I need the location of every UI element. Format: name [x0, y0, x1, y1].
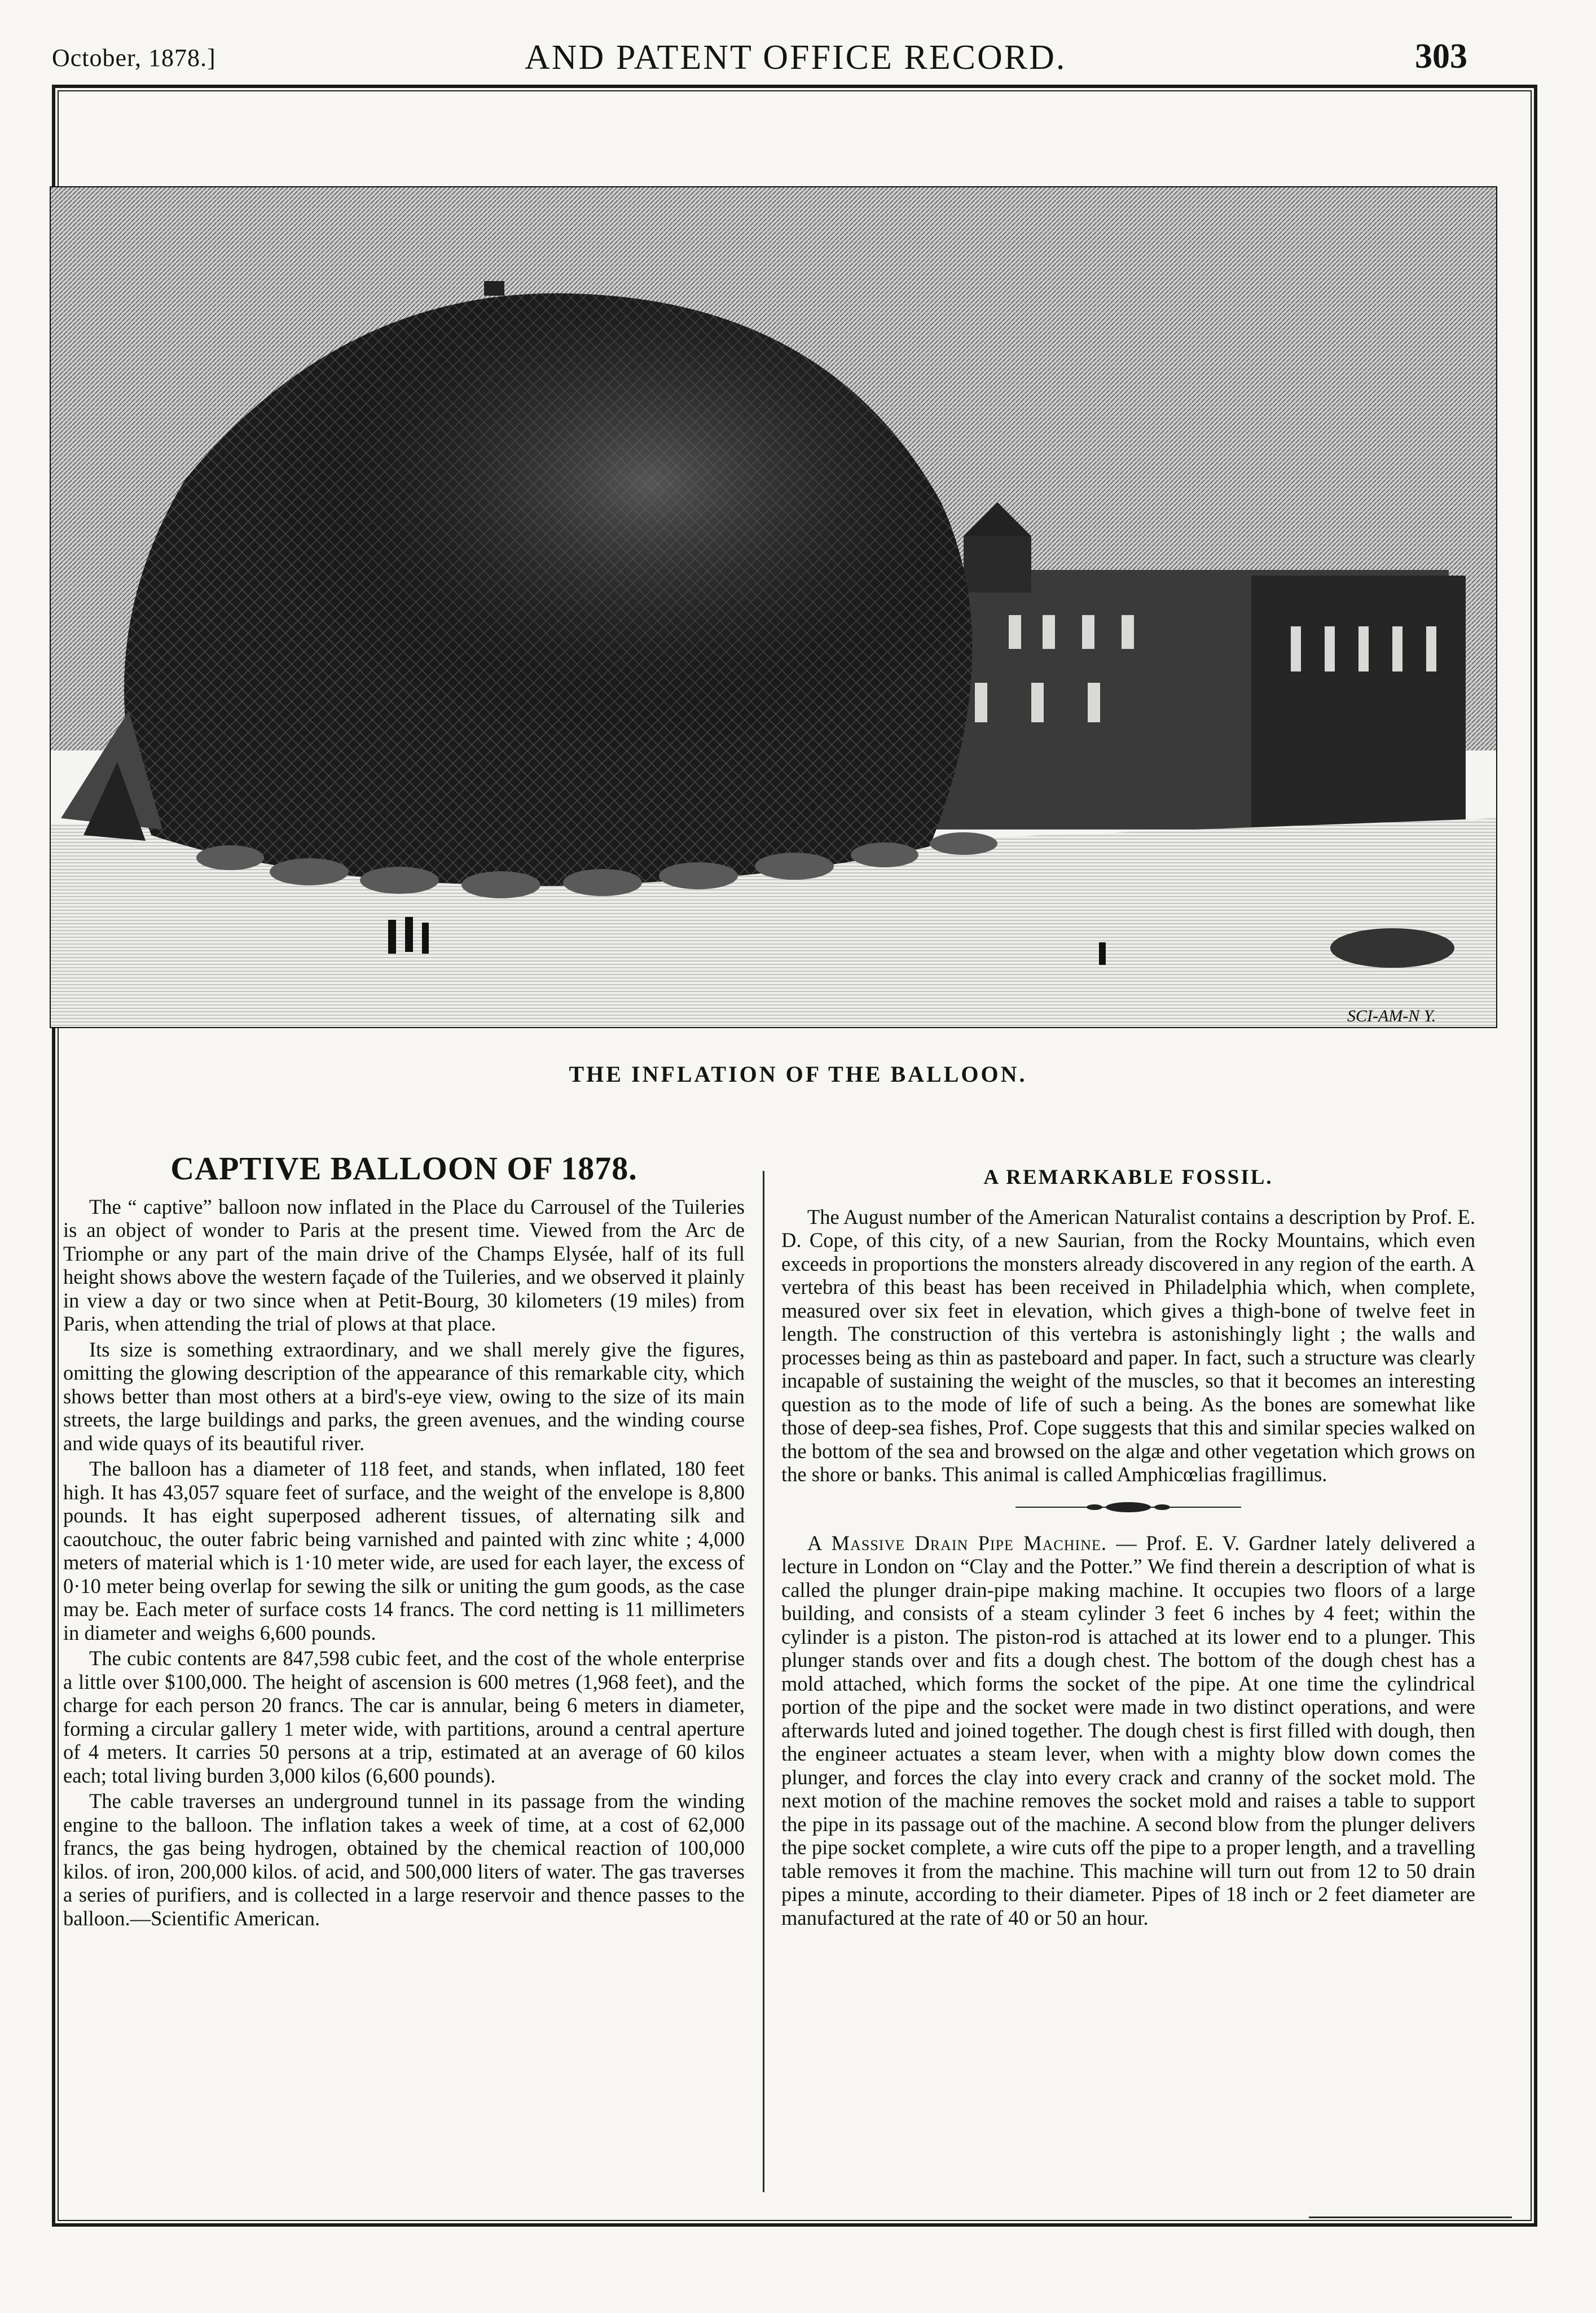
- captive-balloon-article: [63, 1150, 745, 1932]
- paragraph: The cable traverses an underground tunnel in its passage from the winding engine to the balloon. The inflation takes a week of time, at a cost of 62,000 francs, the gas being hydrogen, obtained by the chemical reaction of 100,000 kilos. of iron, 200,000 kilos. of acid, and 500,000 liters of water. The gas traverses a series of purifiers, and is collected in a large reservoir and thence passes to the balloon.—Scientific American.: [63, 1789, 745, 1930]
- paragraph: The August number of the American Naturalist contains a description by Prof. E. D. Cope, of this city, of a new Saurian, from the Rocky Mountains, which even exceeds in proportions the monsters already discovered in any region of the earth. A vertebra of this beast has been received in Philadelphia which, when complete, measured over six feet in elevation, which gives a thigh-bone of twelve feet in length. The construction of this vertebra is astonishingly light ; the walls and processes being as thin as pasteboard and paper. In fact, such a structure was clearly incapable of sustaining the weight of the muscles, so that it becomes an interesting question as to the mode of life of such a being. As the bones are somewhat like those of deep-sea fishes, Prof. Cope suggests that this and similar species walked on the bottom of the sea and browsed on the algæ and other vegetation which grows on the shore or banks. This animal is called Amphicœlias fragillimus.: [781, 1205, 1475, 1486]
- ornamental-separator: [1015, 1500, 1241, 1515]
- paragraph: The balloon has a diameter of 118 feet, and stands, when inflated, 180 feet high. It has 43,057 square feet of surface, and the weight of the envelope is 8,800 pounds. It has eight superposed adherent tissues, of alternating silk and caoutchouc, the outer fabric being varnished and painted with zinc white ; 4,000 meters of material which is 1·10 meter wide, are used for each layer, the excess of 0·10 meter being overlap for sewing the silk or uniting the gum goods, as the case may be. Each meter of surface costs 14 francs. The cord netting is 11 millimeters in diameter and weighs 6,600 pounds.: [63, 1457, 745, 1644]
- engraver-signature: SCI-AM-N Y.: [1347, 1007, 1436, 1025]
- column-rule: [763, 1171, 764, 2192]
- right-column: [781, 1157, 1475, 1932]
- paragraph: The “ captive” balloon now inflated in the Place du Carrousel of the Tuileries is an object of wonder to Paris at the present time. Viewed from the Arc de Triomphe or any part of the main drive of the Champs Elysée, half of its full height shows above the western façade of the Tuileries, and we observed it plainly in view a day or two since when at Petit-Bourg, 30 kilometers (19 miles) from Paris, when attending the trial of plows at that place.: [63, 1195, 745, 1335]
- paragraph: The cubic contents are 847,598 cubic feet, and the cost of the whole enterprise a little over $100,000. The height of ascension is 600 metres (1,968 feet), and the charge for each person 20 francs. The car is annular, being 6 meters in diameter, forming a circular gallery 1 meter wide, with partitions, around a central aperture of 4 meters. It carries 50 persons at a trip, estimated at an average of 60 kilos each; total living burden 3,000 kilos (6,600 pounds).: [63, 1647, 745, 1787]
- paragraph: Its size is something extraordinary, and we shall merely give the figures, omitting the glowing description of the appearance of this remarkable city, which shows better than most others at a bird's-eye view, owing to the size of its main streets, the large buildings and parks, the green avenues, and the winding course and wide quays of its beautiful river.: [63, 1337, 745, 1455]
- issue-date: October, 1878.]: [52, 44, 216, 72]
- drain-pipe-lead: A Massive Drain Pipe Machine.: [807, 1531, 1107, 1555]
- closing-rule: [1309, 2217, 1512, 2218]
- page-header: [0, 31, 1596, 82]
- fossil-heading: A REMARKABLE FOSSIL.: [983, 1166, 1273, 1189]
- balloon-engraving: [50, 186, 1497, 1028]
- running-title: AND PATENT OFFICE RECORD.: [525, 38, 1067, 77]
- drain-pipe-text: — Prof. E. V. Gardner lately delivered a lecture in London on “Clay and the Potter.” We find therein a description of what is called the plunger drain-pipe making machine. It occupies two floors of a large building, and consists of a steam cylinder 3 feet 6 inches by 4 feet; within the cylinder is a piston. The piston-rod is attached at its lower end to a plunger. This plunger stands over and fits a dough chest. The bottom of the dough chest has a mold attached, which forms the socket of the pipe. At one time the cylindrical portion of the pipe and the socket were made in two distinct operations, and were afterwards luted and joined together. The dough chest is first filled with dough, then the engineer actuates a steam lever, when with a mighty blow down comes the plunger, and forces the clay into every crack and cranny of the socket mold. The next motion of the machine removes the socket mold and raises a table to support the pipe in its passage out of the machine. A second blow from the plunger delivers the pipe socket complete, a wire cuts off the pipe to a proper length, and a travelling table removes it from the machine. This machine will turn out from 12 to 50 drain pipes a minute, according to their diameter. Pipes of 18 inch or 2 feet diameter are manufactured at the rate of 40 or 50 an hour.: [781, 1531, 1475, 1929]
- page-number: 303: [1415, 37, 1467, 76]
- drain-pipe-paragraph: [781, 1531, 1475, 1930]
- article-heading: CAPTIVE BALLOON OF 1878.: [170, 1150, 637, 1187]
- figure-caption: THE INFLATION OF THE BALLOON.: [569, 1061, 1027, 1087]
